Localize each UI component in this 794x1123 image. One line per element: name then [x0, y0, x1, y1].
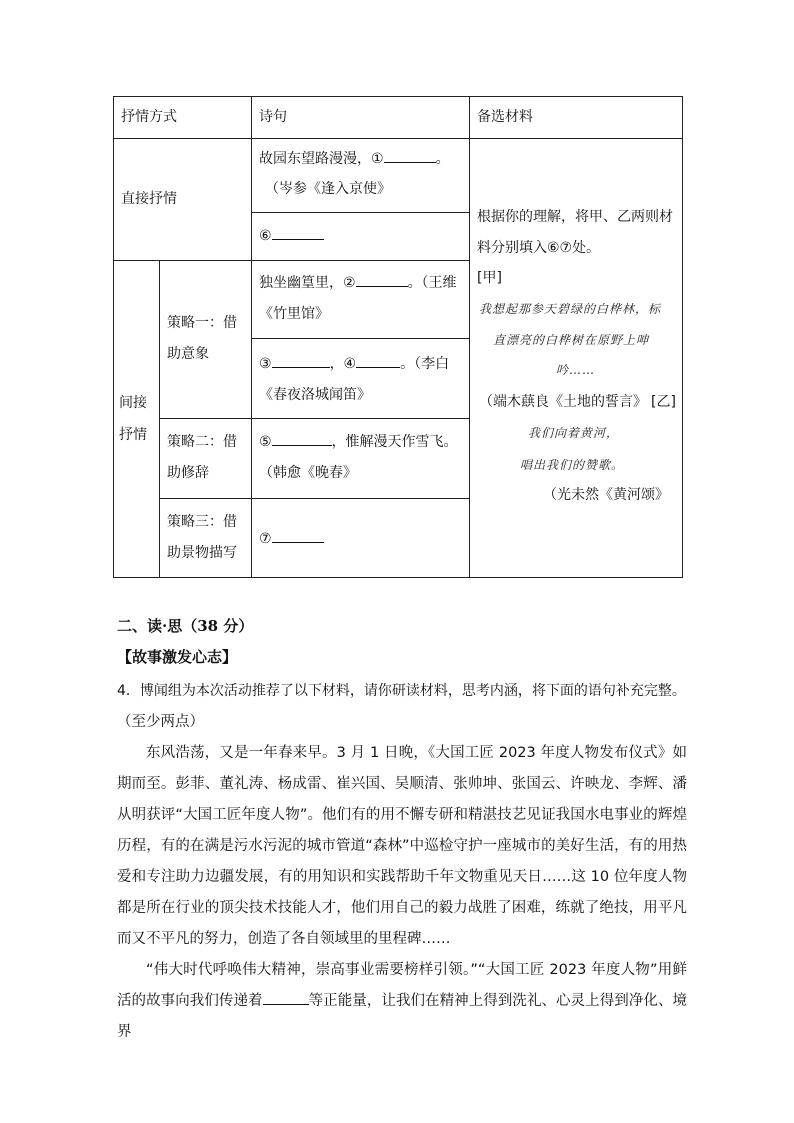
poetry-table — [113, 96, 683, 578]
blank-4 — [356, 351, 400, 368]
fill-in-blank — [263, 988, 309, 1005]
material-yi-line1: 我们向着黄河， — [528, 426, 620, 440]
s1-poem2-line2: 《春夜洛城闻笛》 — [259, 387, 371, 403]
section-title: 二、读·思（38 分） — [117, 617, 254, 635]
material-yi-source: （光未然《黄河颂》 — [543, 487, 669, 503]
question-4 — [117, 676, 687, 738]
section-subtitle: 【故事激发心志】 — [117, 648, 238, 666]
material-intro-1: 根据你的理解，将甲、乙两则材 — [477, 209, 673, 225]
s3-poem: ⑦ — [259, 524, 324, 554]
s2-poem-line1: ⑤ ，惟解漫天作雪飞。 — [259, 427, 458, 457]
material-jia-source: （端木蕻良《土地的誓言》 [乙] — [479, 394, 676, 410]
strategy2-line1: 策略二：借 — [167, 434, 237, 450]
material-jia-line1: 我想起那参天碧绿的白桦林，标 — [479, 302, 662, 316]
s1-poem1-line2: 《竹里馆》 — [259, 306, 329, 322]
material-jia-line2: 直漂亮的白桦树在原野上呻 — [493, 333, 650, 347]
header-material: 备选材料 — [477, 109, 533, 125]
direct-label: 直接抒情 — [121, 191, 177, 207]
s1-poem2-line1: ③ ，④ 。（李白 — [259, 349, 449, 379]
blank-2 — [356, 270, 408, 287]
s2-poem-line2: （韩愈《晚春》 — [259, 465, 357, 481]
strategy3-line1: 策略三：借 — [167, 514, 237, 530]
question-4-line2: （至少两点） — [117, 714, 204, 730]
direct-line1-source: （岑参《逢入京使》 — [265, 181, 391, 197]
blank-7 — [272, 526, 324, 543]
blank-1 — [384, 146, 436, 163]
s1-poem1-line1: 独坐幽篁里，② 。（王维 — [259, 268, 457, 298]
material-yi-line2: 唱出我们的赞歌。 — [520, 458, 625, 472]
indirect-label-2: 抒情 — [119, 427, 147, 443]
direct-line1: 故园东望路漫漫，① 。 — [259, 144, 450, 174]
blank-5 — [272, 429, 332, 446]
passage-paragraph-1: 东风浩荡，又是一年春来早。3 月 1 日晚，《大国工匠 2023 年度人物发布仪式》如期而至。彭菲、董礼涛、杨成雷、崔兴国、吴顺清、张帅坤、张国云、许映龙、李辉、潘从明获评“大国工匠年度人物”。他们有的用不懈专研和精湛技艺见证我国水电事业的辉煌历程，有的在满是污水污泥的城市管道“森林”中巡检守护一座城市的美好生活，有的用热爱和专注助力边疆发展，有的用知识和实践帮助千年文物重见天日……这 10 位年度人物都是所在行业的顶尖技术技能人才，他们用自己的毅力战胜了困难，练就了绝技，用平凡而又不平凡的努力，创造了各自领域里的里程碑…… — [117, 745, 687, 947]
header-poem: 诗句 — [259, 109, 287, 125]
direct-line2: ⑥ — [259, 221, 324, 251]
strategy2-line2: 助修辞 — [167, 465, 209, 481]
material-jia-line3: 吟…… — [556, 363, 596, 377]
strategy1-line1: 策略一：借 — [167, 315, 237, 331]
strategy3-line2: 助景物描写 — [167, 545, 237, 561]
strategy1-line2: 助意象 — [167, 346, 209, 362]
material-intro-2: 料分别填入⑥⑦处。 — [477, 240, 601, 256]
material-jia-label: [甲] — [477, 270, 502, 286]
question-4-line1: 4．博闻组为本次活动推荐了以下材料，请你研读材料，思考内涵，将下面的语句补充完整。 — [117, 683, 686, 699]
passage-paragraph-2: “伟大时代呼唤伟大精神，崇高事业需要榜样引领。”“大国工匠 2023 年度人物”用鲜活的故事向我们传递着 等正能量，让我们在精神上得到洗礼、心灵上得到净化、境界 — [117, 962, 688, 1040]
blank-3 — [272, 351, 330, 368]
indirect-label-1: 间接 — [119, 395, 147, 411]
blank-6 — [272, 223, 324, 240]
header-method: 抒情方式 — [121, 109, 177, 125]
